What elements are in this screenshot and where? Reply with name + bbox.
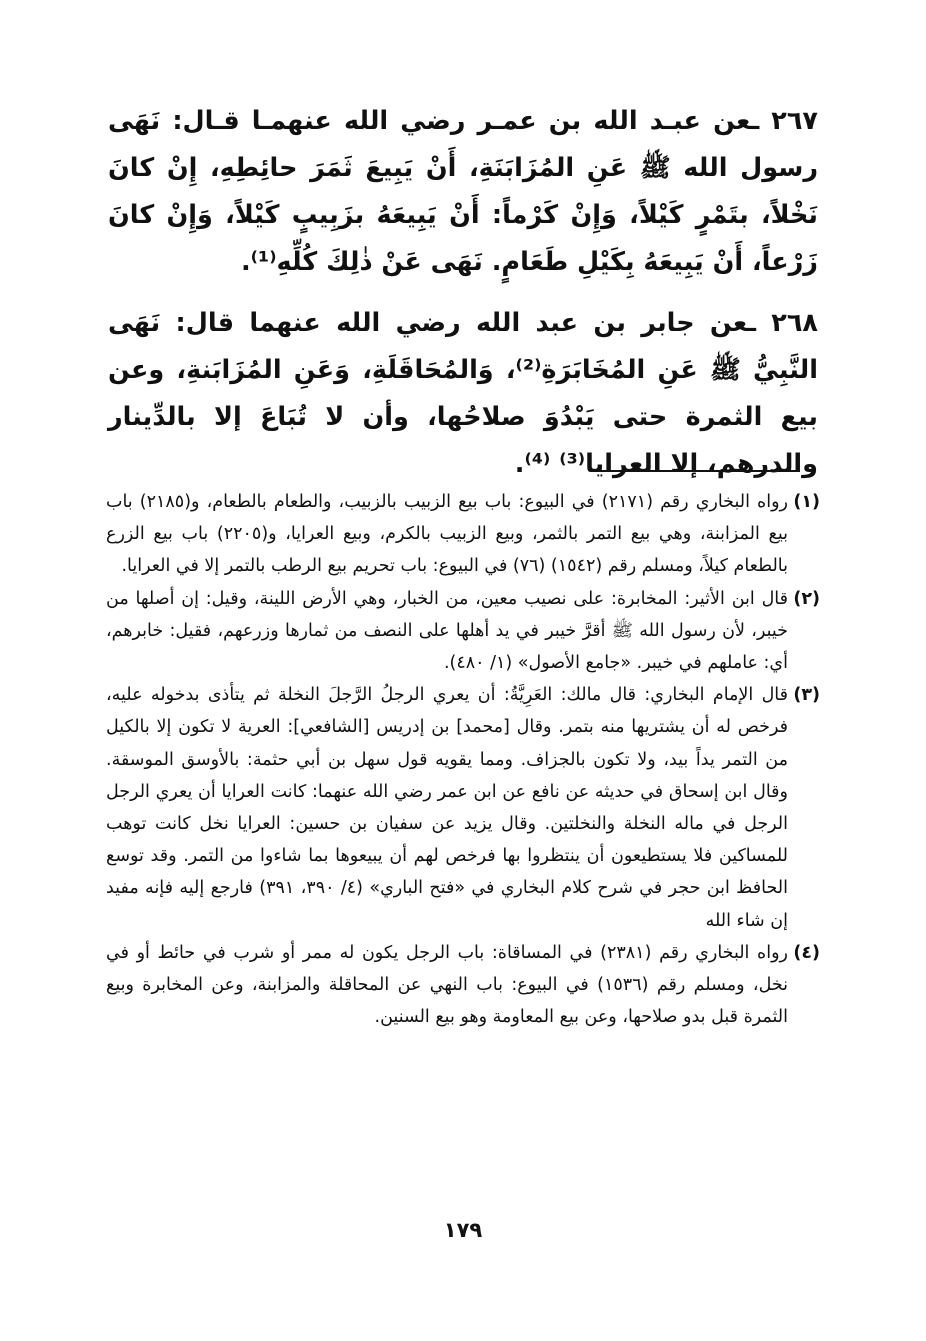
footnote-marker: (٢) xyxy=(793,588,820,609)
footnote-marker: (٤) xyxy=(793,942,820,963)
footnote-text: رواه البخاري رقم (٢٣٨١) في المساقاة: باب الرجل يكون له ممر أو شرب في حائط أو في نخل، ومسلم رقم (١٥٣٦) في البيوع: باب النهي عن المحاقلة والمزابنة، وعن المخابرة وبيع الثمرة قبل بدو صلاحها، وعن بيع المعاومة وهو بيع السنين. xyxy=(106,942,788,1028)
page-number: ١٧٩ xyxy=(443,1218,483,1242)
footnote-text: قال الإمام البخاري: قال مالك: العَرِيَّةُ: أن يعري الرجلُ الرَّجلَ النخلة ثم يتأذى بدخوله عليه، فرخص له أن يشتريها منه بتمر. وقال [محمد] بن إدريس [الشافعي]: العرية لا تكون إلا بالكيل من التمر يداً بيد، ولا تكون بالجزاف. ومما يقويه قول سهل بن أبي حثمة: بالأوسق الموسقة. وقال ابن إسحاق في حديثه عن نافع عن ابن عمر رضي الله عنهما: كانت العرايا أن يعري الرجل الرجل في ماله النخلة والنخلتين. وقال يزيد عن سفيان بن حسين: العرايا نخل كانت توهب للمساكين فلا يستطيعون أن ينتظروا بها فرخص لهم أن يبيعوها بما شاءوا من التمر. وقد توسع الحافظ ابن حجر في شرح كلام البخاري في «فتح الباري» (٤/ ٣٩٠، ٣٩١) فارجع إليه فإنه مفيد إن شاء الله xyxy=(106,685,788,931)
footnotes xyxy=(106,486,820,1033)
footnote-1 xyxy=(106,486,820,583)
footnote-3 xyxy=(106,679,820,937)
hadith-268 xyxy=(108,300,818,488)
footnote-marker: (١) xyxy=(793,492,820,512)
hadith-text: عن جابر بن عبد الله رضي الله عنهما قال: نَهَى النَّبِيُّ ﷺ عَنِ المُخَابَرَةِ⁽²⁾، وَالمُحَاقَلَةِ، وَعَنِ المُزَابَنةِ، وعن بيع الثمرة حتى يَبْدُوَ صلاحُها، وأن لا تُبَاعَ إلا بالدِّينار والدرهم، إلا العرايا⁽³⁾ ⁽⁴⁾. xyxy=(108,308,818,479)
hadith-267 xyxy=(108,98,818,286)
footnote-text: رواه البخاري رقم (٢١٧١) في البيوع: باب بيع الزبيب بالزبيب، والطعام بالطعام، و(٢١٨٥) باب بيع المزابنة، وهي بيع التمر بالثمر، وبيع الزبيب بالكرم، وبيع العرايا، و(٢٢٠٥) باب بيع الزرع بالطعام كيلاً، ومسلم رقم (١٥٤٢) (٧٦) في البيوع: باب تحريم بيع الرطب بالتمر إلا في العرايا. xyxy=(106,492,788,577)
footnote-2 xyxy=(106,583,820,680)
hadith-number: ٢٦٨ ـ xyxy=(747,308,818,338)
footnote-separator xyxy=(594,470,800,472)
footnote-text: قال ابن الأثير: المخابرة: على نصيب معين، من الخبار، وهي الأرض اللينة، وقيل: إن أصلها من خيبر، لأن رسول الله ﷺ أقرَّ خيبر في يد أهلها على النصف من ثمارها وزرعهم، فقيل: خابرهم، أي: عاملهم في خيبر. «جامع الأصول» (١/ ٤٨٠). xyxy=(106,588,788,674)
hadith-text: عن عبـد الله بن عمـر رضي الله عنهمـا قـال: نَهَى رسول الله ﷺ عَنِ المُزَابَنَةِ، أَنْ يَبِيعَ ثَمَرَ حائِطِهِ، إِنْ كانَ نَخْلاً، بتَمْرٍ كَيْلاً، وَإِنْ كَرْماً: أَنْ يَبِيعَهُ بزَبِيبٍ كَيْلاً، وَإِنْ كانَ زَرْعاً، أَنْ يَبِيعَهُ بِكَيْلِ طَعَامٍ. نَهَى عَنْ ذٰلِكَ كُلِّهِ⁽¹⁾. xyxy=(108,106,818,277)
footnote-marker: (٣) xyxy=(793,685,820,706)
footnote-4 xyxy=(106,937,820,1034)
hadith-number: ٢٦٧ ـ xyxy=(750,106,818,136)
